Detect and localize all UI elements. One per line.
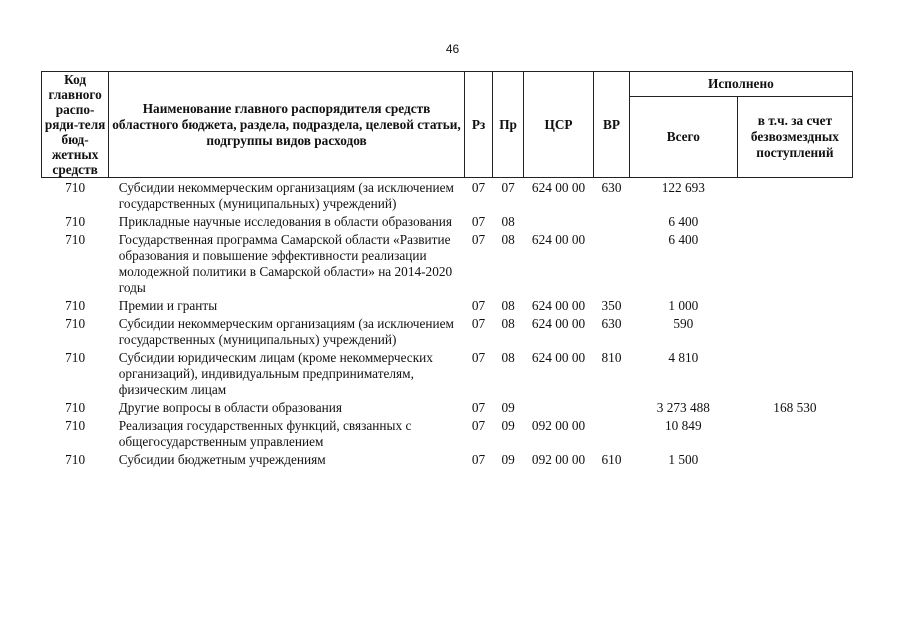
cell-pr: 09 xyxy=(501,418,515,433)
cell-free xyxy=(737,296,852,314)
cell-free xyxy=(737,450,852,468)
cell-total: 3 273 488 xyxy=(656,400,710,415)
table-row xyxy=(42,212,853,230)
cell-code: 710 xyxy=(65,418,86,433)
cell-vr: 630 xyxy=(601,316,622,331)
cell-rz: 07 xyxy=(471,350,486,365)
table-row xyxy=(42,314,853,348)
cell-name: Прикладные научные исследования в области образования xyxy=(118,214,452,229)
cell-rz: 07 xyxy=(471,400,486,415)
budget-table xyxy=(41,71,853,468)
cell-name: Реализация государственных функций, связанных с общегосударственным управлением xyxy=(118,418,412,449)
cell-name: Другие вопросы в области образования xyxy=(118,400,342,415)
header-rz: Рз xyxy=(464,72,493,178)
cell-csr: 624 00 00 xyxy=(531,298,586,313)
cell-vr xyxy=(594,230,630,296)
cell-total: 1 500 xyxy=(668,452,699,467)
cell-rz: 07 xyxy=(471,180,486,195)
cell-total: 1 000 xyxy=(668,298,699,313)
header-csr: ЦСР xyxy=(523,72,593,178)
cell-pr: 09 xyxy=(501,400,515,415)
header-total: Всего xyxy=(629,97,737,178)
cell-free xyxy=(737,212,852,230)
cell-pr: 08 xyxy=(501,298,515,313)
header-done: Исполнено xyxy=(629,72,852,97)
table-row xyxy=(42,230,853,296)
cell-free xyxy=(737,416,852,450)
table-body xyxy=(42,178,853,469)
cell-code: 710 xyxy=(65,400,86,415)
cell-rz: 07 xyxy=(471,452,486,467)
cell-free xyxy=(737,178,852,213)
cell-total: 6 400 xyxy=(668,214,699,229)
cell-pr: 09 xyxy=(501,452,515,467)
cell-name: Субсидии бюджетным учреждениям xyxy=(118,452,326,467)
cell-free: 168 530 xyxy=(773,400,817,415)
header-vr: ВР xyxy=(594,72,630,178)
page-number: 46 xyxy=(445,42,460,56)
table-row xyxy=(42,450,853,468)
cell-code: 710 xyxy=(65,350,86,365)
cell-vr: 810 xyxy=(601,350,622,365)
cell-name: Субсидии некоммерческим организациям (за исключением государственных (муниципальных) учреждений) xyxy=(118,180,454,211)
header-name: Наименование главного распорядителя средств областного бюджета, раздела, подраздела, целевой статьи, подгруппы видов расходов xyxy=(109,72,465,178)
cell-rz: 07 xyxy=(471,418,486,433)
cell-pr: 08 xyxy=(501,232,515,247)
cell-csr xyxy=(523,398,593,416)
cell-rz: 07 xyxy=(471,298,486,313)
cell-vr: 350 xyxy=(601,298,622,313)
cell-csr: 624 00 00 xyxy=(531,232,586,247)
cell-total: 6 400 xyxy=(668,232,699,247)
cell-csr: 624 00 00 xyxy=(531,180,586,195)
cell-free xyxy=(737,230,852,296)
cell-code: 710 xyxy=(65,298,86,313)
cell-vr xyxy=(594,398,630,416)
cell-code: 710 xyxy=(65,180,86,195)
cell-vr: 610 xyxy=(601,452,622,467)
cell-code: 710 xyxy=(65,316,86,331)
cell-free xyxy=(737,314,852,348)
cell-name: Государственная программа Самарской области «Развитие образования и повышение эффективности реализации молодежной политики в Самарской области» на 2014-2020 годы xyxy=(118,232,453,295)
cell-pr: 08 xyxy=(501,214,515,229)
cell-pr: 08 xyxy=(501,350,515,365)
cell-total: 122 693 xyxy=(661,180,705,195)
cell-rz: 07 xyxy=(471,316,486,331)
cell-csr: 092 00 00 xyxy=(531,418,586,433)
header-code: Код главного распо-ряди-теля бюд-жетных средств xyxy=(42,72,109,178)
cell-name: Премии и гранты xyxy=(118,298,218,313)
cell-csr: 624 00 00 xyxy=(531,350,586,365)
table-header xyxy=(42,72,853,178)
cell-code: 710 xyxy=(65,232,86,247)
table-row xyxy=(42,178,853,213)
cell-code: 710 xyxy=(65,214,86,229)
cell-total: 4 810 xyxy=(668,350,699,365)
header-free: в т.ч. за счет безвозмездных поступлений xyxy=(737,97,852,178)
cell-total: 590 xyxy=(673,316,694,331)
cell-pr: 07 xyxy=(501,180,515,195)
table-row xyxy=(42,296,853,314)
cell-vr: 630 xyxy=(601,180,622,195)
cell-vr xyxy=(594,212,630,230)
cell-csr: 092 00 00 xyxy=(531,452,586,467)
cell-name: Субсидии некоммерческим организациям (за исключением государственных (муниципальных) учреждений) xyxy=(118,316,454,347)
cell-code: 710 xyxy=(65,452,86,467)
cell-csr: 624 00 00 xyxy=(531,316,586,331)
cell-rz: 07 xyxy=(471,232,486,247)
cell-vr xyxy=(594,416,630,450)
cell-pr: 08 xyxy=(501,316,515,331)
header-pr: Пр xyxy=(493,72,524,178)
table-row xyxy=(42,348,853,398)
cell-free xyxy=(737,348,852,398)
cell-name: Субсидии юридическим лицам (кроме некоммерческих организаций), индивидуальным предпринимателям, физическим лицам xyxy=(118,350,433,397)
cell-total: 10 849 xyxy=(665,418,702,433)
table-row xyxy=(42,416,853,450)
cell-csr xyxy=(523,212,593,230)
cell-rz: 07 xyxy=(471,214,486,229)
table-row xyxy=(42,398,853,416)
